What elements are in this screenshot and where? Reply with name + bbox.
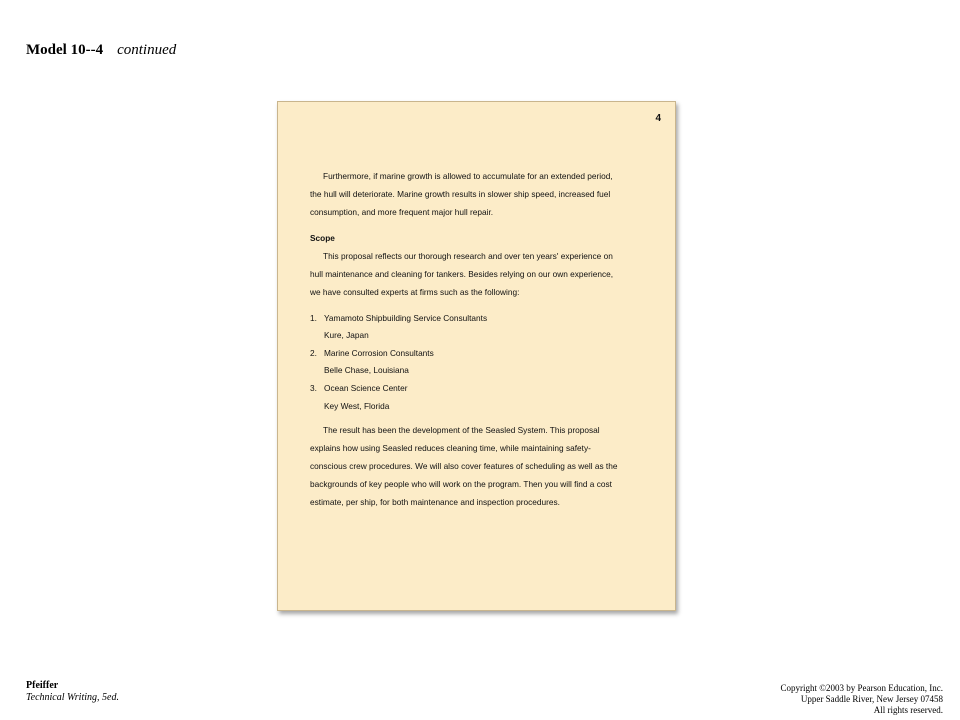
- firm-location: Belle Chase, Louisiana: [324, 365, 409, 375]
- paragraph-line: the hull will deteriorate. Marine growth results in slower ship speed, increased fuel: [310, 189, 611, 199]
- footer-author: Pfeiffer: [26, 680, 59, 691]
- section-heading-scope: Scope: [310, 233, 335, 243]
- model-title: Model 10--4: [26, 42, 104, 58]
- slide-title: [26, 42, 176, 59]
- paragraph-line: hull maintenance and cleaning for tankers. Besides relying on our own experience,: [310, 269, 614, 279]
- paragraph-line: explains how using Seasled reduces cleaning time, while maintaining safety-: [310, 443, 591, 453]
- paragraph-line: The result has been the development of the Seasled System. This proposal: [323, 425, 600, 435]
- list-number: 1.: [310, 313, 317, 323]
- paragraph-line: This proposal reflects our thorough research and over ten years' experience on: [323, 251, 613, 261]
- footer-citation: [26, 680, 119, 704]
- firm-location: Key West, Florida: [324, 401, 390, 411]
- paragraph-line: Furthermore, if marine growth is allowed to accumulate for an extended period,: [323, 171, 613, 181]
- firm-name: Marine Corrosion Consultants: [324, 348, 434, 358]
- list-number: 3.: [310, 383, 317, 393]
- firm-location: Kure, Japan: [324, 330, 369, 340]
- paragraph-line: consumption, and more frequent major hull repair.: [310, 207, 494, 217]
- page-number: 4: [655, 113, 661, 124]
- list-number: 2.: [310, 348, 317, 358]
- paragraph-line: backgrounds of key people who will work on the program. Then you will find a cost: [310, 479, 612, 489]
- copyright-line: Upper Saddle River, New Jersey 07458: [800, 694, 943, 704]
- paragraph-line: conscious crew procedures. We will also cover features of scheduling as well as the: [310, 461, 618, 471]
- copyright-line: All rights reserved.: [873, 705, 943, 715]
- footer-book: Technical Writing, 5ed.: [26, 692, 119, 703]
- firm-name: Ocean Science Center: [324, 383, 408, 393]
- footer-copyright: [780, 683, 943, 716]
- paragraph-line: estimate, per ship, for both maintenance and inspection procedures.: [310, 497, 560, 507]
- document-page: [277, 101, 676, 611]
- copyright-line: Copyright ©2003 by Pearson Education, Inc.: [780, 683, 943, 693]
- firm-name: Yamamoto Shipbuilding Service Consultants: [324, 313, 488, 323]
- model-subtitle: continued: [117, 42, 177, 58]
- paragraph-line: we have consulted experts at firms such as the following:: [310, 287, 520, 297]
